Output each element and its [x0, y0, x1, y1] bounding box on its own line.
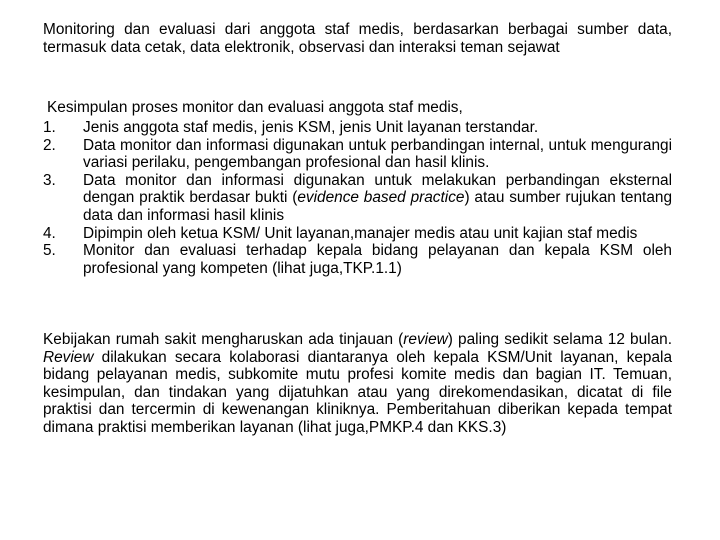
- list-item-text-after: ) atau sumber rujukan tentang data dan informasi hasil klinis: [83, 189, 673, 224]
- list-item: [43, 119, 672, 137]
- conclusion-intro: Kesimpulan proses monitor dan evaluasi anggota staf medis,: [47, 99, 463, 116]
- list-item-text: Jenis anggota staf medis, jenis KSM, jenis Unit layanan terstandar.: [83, 119, 539, 136]
- policy-text: Kebijakan rumah sakit mengharuskan ada tinjauan (: [43, 331, 404, 348]
- list-item-text: Data monitor dan informasi digunakan untuk melakukan perbandingan eksternal dengan praktik berdasar bukti (: [83, 171, 672, 207]
- list-number: 3.: [43, 171, 56, 189]
- policy-text: ) paling sedikit selama 12 bulan.: [447, 331, 672, 348]
- list-item-italic: evidence based practice: [297, 189, 465, 207]
- paragraph-monitoring: Monitoring dan evaluasi dari anggota staf medis, berdasarkan berbagai sumber data, termasuk data cetak, data elektronik, observasi dan interaksi teman sejawat: [43, 21, 672, 56]
- paragraph-policy: [43, 331, 672, 437]
- list-number: 5.: [43, 242, 56, 260]
- list-number: 4.: [43, 224, 56, 242]
- conclusion-list: [43, 119, 672, 277]
- list-item: [43, 225, 672, 243]
- list-item-text: Data monitor dan informasi digunakan untuk perbandingan internal, untuk mengurangi variasi perilaku, pengembangan profesional dan hasil klinis.: [83, 136, 672, 172]
- list-item-text: Monitor dan evaluasi terhadap kepala bidang pelayanan dan kepala KSM oleh profesional yang kompeten (lihat juga,TKP.1.1): [83, 242, 672, 277]
- list-item: [43, 172, 672, 225]
- policy-text: dilakukan secara kolaborasi diantaranya oleh kepala KSM/Unit layanan, kepala bidang pelayanan medis, subkomite mutu profesi komite medis dan bagian IT. Temuan, kesimpulan, dan tindakan yang dijatuhkan atau yang direkomendasikan, dicatat di file praktisi dan tercermin di kewenangan kliniknya. Pemberitahuan diberikan kepada tempat dimana praktisi memberikan layanan (lihat juga,PMKP.4 dan KKS.3): [43, 348, 672, 436]
- list-number: 2.: [43, 136, 56, 154]
- list-item-text: Dipimpin oleh ketua KSM/ Unit layanan,manajer medis atau unit kajian staf medis: [83, 224, 638, 242]
- policy-italic-review: review: [403, 331, 448, 348]
- list-item: [43, 137, 672, 172]
- policy-italic-review: Review: [43, 348, 94, 366]
- list-number: 1.: [43, 119, 56, 136]
- list-item: [43, 242, 672, 277]
